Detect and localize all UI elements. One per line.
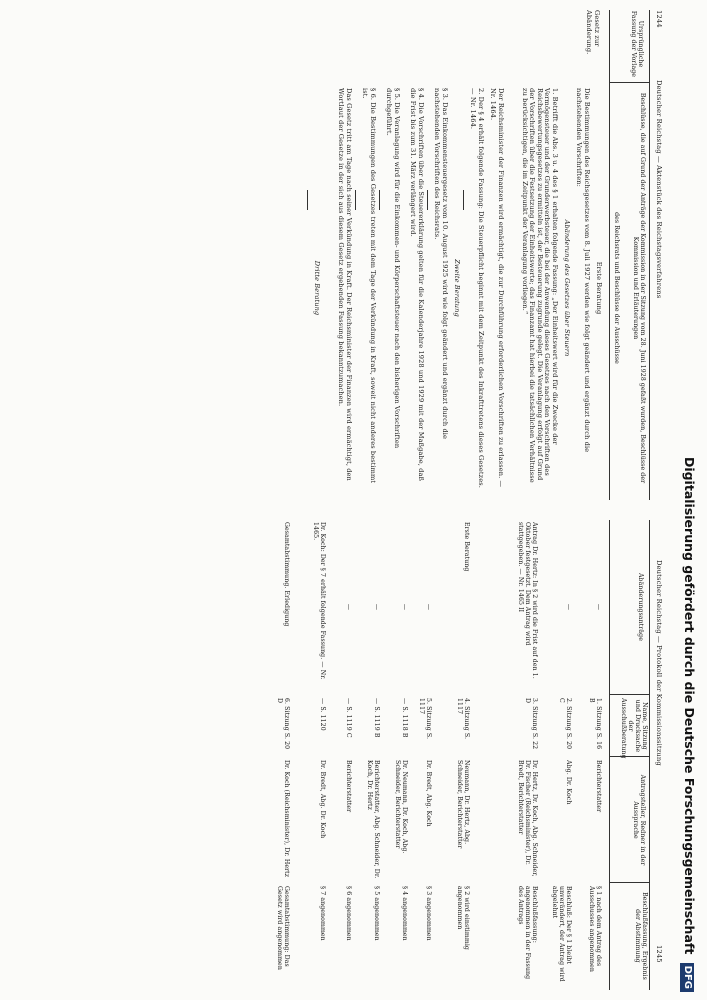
right-row-cell-c: Neumann, Dr. Hertz, Abg. Schneider, Berichterstatter bbox=[456, 760, 470, 849]
right-row-cell-d: § 5 angenommen bbox=[373, 886, 380, 941]
right-row-cell-b: 2. Sitzung S. 20 C bbox=[558, 698, 572, 750]
right-row-cell-b: 6. Sitzung S. 20 D bbox=[276, 698, 290, 750]
rule bbox=[649, 520, 650, 990]
right-row-cell-b: 3. Sitzung S. 22 D bbox=[524, 698, 538, 750]
dfg-logo: DFG bbox=[680, 963, 694, 992]
left-para-5: § 5. Die Veranlagung wird für die Einkommen- und Körperschaftsteuer nach den bisherigen Vorschriften durchgeführt. bbox=[385, 88, 401, 449]
left-para-6: § 6. Die Bestimmungen des Gesetzes treten mit dem Tage der Verkündung in Kraft, soweit nicht anderes bestimmt ist. bbox=[361, 88, 377, 484]
col-divider bbox=[610, 756, 650, 757]
right-head-b: Name, Sitzung und Drucksache der Ausschußberatung bbox=[620, 698, 648, 759]
right-row-cell-a: Erste Beratung bbox=[463, 522, 470, 572]
right-head-d: Beschlußfassung, Ergebnis der Abstimmung bbox=[634, 892, 648, 980]
right-row-cell-c: Abg. Dr. Koch bbox=[565, 760, 572, 805]
running-head-right: Deutscher Reichstag — Protokoll der Kommissionssitzung bbox=[655, 560, 663, 766]
right-row-cell-d: Beschluß: Der § 1 bleibt unverändert, der Antrag wird abgelehnt bbox=[551, 886, 572, 982]
right-row-cell-c: Dr. Koch (Reichsminister), Dr. Hertz bbox=[283, 760, 290, 878]
dfg-banner-label: Digitalisierung gefördert durch die Deutsche Forschungsgemeinschaft bbox=[682, 456, 697, 955]
right-row-cell-d: § 6 angenommen bbox=[345, 886, 352, 941]
right-row-cell-a: Gesamtabstimmung. Erledigung bbox=[283, 522, 290, 627]
rotated-document bbox=[4, 0, 670, 1000]
dfg-banner bbox=[677, 8, 701, 992]
right-row-cell-a: Dr. Koch: Der § 7 erhält folgende Fassung. — Nr. 1465. bbox=[312, 522, 326, 680]
left-sub-a: Abänderung des Gesetzes über Steuern bbox=[563, 219, 571, 357]
dash-mark bbox=[427, 190, 428, 210]
right-row-cell-a: — bbox=[595, 603, 602, 611]
left-section-label: Erste Beratung bbox=[595, 261, 603, 315]
col-divider bbox=[610, 82, 650, 83]
left-para-1: 1. Betrifft die Abs. 3 u. 4 des § 1 erhalten folgende Fassung: „Der Einheitswert wird für die Zwecke der Vermögensteuer und der Grunderwerbsteuer, die bei der Anwendung dieses Gesetzes nach den Vorschriften des Reichsbewertungsgesetzes zu ermitteln ist, der Besteuerung zugrunde gelegt. Die Veranlagung erfolgt auf Grund der Vorschriften über die Festsetzung der Einheitswerte; das Finanzamt hat hierbei die tatsächlichen Verhältnisse zu berücksichtigen, die im Zeitpunkt der Veranlagung vorliegen.“ bbox=[520, 88, 559, 483]
rule bbox=[649, 10, 650, 500]
left-para-2: 2. Der § 4 erhält folgende Fassung: Die Steuerpflicht beginnt mit dem Zeitpunkt des Inkrafttretens dieses Gesetzes. — Nr. 1464. bbox=[469, 88, 485, 488]
left-col1-entry: Gesetz zur Abänderung. bbox=[585, 10, 601, 55]
right-row-cell-a: Antrag Dr. Hertz: In § 2 wird die Frist auf den 1. Oktober festgesetzt. Dem Antrag wird stattgegeben. — Nr. 1465 II bbox=[517, 522, 538, 679]
rule bbox=[609, 520, 610, 990]
dash-mark bbox=[379, 190, 380, 210]
left-para-3: § 3. Das Einkommensteuergesetz vom 10. August 1925 wird wie folgt geändert und ergänzt durch die nachstehenden Vorschriften des Reichsrats. bbox=[433, 88, 449, 439]
right-row-cell-c: Berichterstatter bbox=[345, 760, 352, 813]
right-row-cell-b: — S. 1120 bbox=[319, 698, 326, 731]
left-para-intro: Die Bestimmungen des Reichsgesetzes vom 8. Juli 1927 werden wie folgt geändert und ergänzt durch die nachstehenden Vorschriften: bbox=[575, 88, 591, 453]
right-row-cell-a: — bbox=[345, 603, 352, 611]
dash-mark bbox=[463, 190, 464, 210]
left-para-1b: Der Reichsminister der Finanzen wird ermächtigt, die zur Durchführung erforderlichen Vorschriften zu erlassen. — Nr. 1464. bbox=[489, 88, 505, 488]
right-row-cell-d: § 4 angenommen bbox=[401, 886, 408, 941]
right-row-cell-b: 1. Sitzung S. 16 B bbox=[588, 698, 602, 750]
right-row-cell-d: Beschlußfassung: angenommen in der Fassung des Antrags bbox=[517, 886, 538, 980]
right-row-cell-b: — S. 1118 B bbox=[401, 698, 408, 738]
right-row-cell-d: § 7 angenommen bbox=[319, 886, 326, 941]
left-section-dritte: Dritte Beratung bbox=[313, 260, 321, 316]
right-row-cell-a: — bbox=[401, 603, 408, 611]
right-row-cell-b: 4. Sitzung S. 1117 bbox=[456, 698, 470, 740]
rule bbox=[609, 10, 610, 500]
right-head-c: Antragsteller, Redner in der Aussprache bbox=[632, 774, 646, 866]
dash-mark bbox=[355, 190, 356, 210]
left-col2-subheader: des Reichsrats und Beschlüsse der Ausschüsse bbox=[613, 212, 620, 364]
right-row-cell-d: § 3 angenommen bbox=[425, 886, 432, 941]
left-col1-header: Ursprüngliche Fassung der Vorlage bbox=[630, 10, 644, 78]
right-row-cell-d: Gesamtabstimmung: Das Gesetz wird angenommen bbox=[276, 886, 290, 970]
page-number-right: 1245 bbox=[655, 945, 663, 963]
dash-mark bbox=[307, 190, 308, 210]
right-row-cell-b: — S. 1119 B bbox=[373, 698, 380, 738]
right-row-cell-a: — bbox=[565, 603, 572, 611]
right-row-cell-c: Berichterstatter bbox=[595, 760, 602, 813]
left-col2-header: Beschlüsse, die auf Grund der Anträge der Kommission in der Sitzung vom 28. Juni 1928 gefaßt wurden, Beschlüsse der Kommission und Erläuterungen bbox=[632, 92, 646, 484]
page-number-left: 1244 bbox=[655, 10, 663, 28]
running-head-left: Deutscher Reichstag — Aktenstück des Reichstagsverfahrens bbox=[655, 80, 663, 299]
left-section-zweite: Zweite Beratung bbox=[453, 259, 461, 317]
col-divider bbox=[610, 694, 650, 695]
right-row-cell-d: § 2 wird einstimmig angenommen bbox=[456, 886, 470, 950]
right-row-cell-b: 5. Sitzung S. 1117 bbox=[418, 698, 432, 740]
col-divider bbox=[610, 882, 650, 883]
right-row-cell-c: Dr. Bredt, Abg. Koch bbox=[425, 760, 432, 827]
right-row-cell-a: — bbox=[425, 603, 432, 611]
right-row-cell-a: — bbox=[373, 603, 380, 611]
right-row-cell-c: Dr. Hertz, Dr. Koch, Abg. Schneider, Dr. Fischer (Reichsminister), Dr. Bredt, Berichterstatter bbox=[517, 760, 538, 877]
right-row-cell-c: Berichterstatter, Abg. Schneider, Dr. Koch, Dr. Hertz bbox=[366, 760, 380, 879]
left-para-4: § 4. Die Vorschriften über die Steuererklärung gelten für die Kalenderjahre 1928 und 1929 mit der Maßgabe, daß die Frist bis zum 31. März verlängert wird. bbox=[409, 88, 425, 482]
right-row-cell-c: Dr. Neumann, Dr. Koch, Abg. Schneider, Berichterstatter bbox=[394, 760, 408, 854]
right-head-a: Abänderungsanträge bbox=[637, 572, 644, 642]
left-para-7: Das Gesetz tritt am Tage nach seiner Verkündung in Kraft. Der Reichsminister der Finanzen wird ermächtigt, den Wortlaut der Gesetze in der sich aus diesem Gesetz ergebenden Fassung bekanntzumachen. bbox=[337, 88, 353, 481]
dfg-banner-text bbox=[677, 8, 701, 996]
right-row-cell-c: Dr. Bredt, Abg. Dr. Koch bbox=[319, 760, 326, 839]
right-row-cell-d: § 1 nach dem Antrag des Ausschusses angenommen bbox=[588, 886, 602, 972]
right-row-cell-b: — S. 1119 C bbox=[345, 698, 352, 738]
